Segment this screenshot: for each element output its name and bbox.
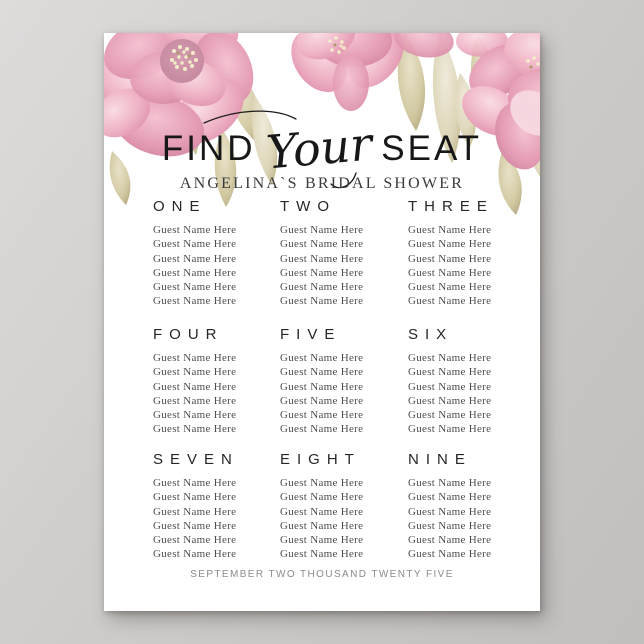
guest-name: Guest Name Here <box>280 519 364 532</box>
guest-name: Guest Name Here <box>280 366 364 379</box>
guest-name: Guest Name Here <box>408 477 492 489</box>
seating-chart-poster <box>104 33 540 611</box>
guest-name: Guest Name Here <box>408 491 492 504</box>
guest-name: Guest Name Here <box>153 266 237 279</box>
guest-list <box>408 476 523 562</box>
guest-name: Guest Name Here <box>408 548 492 561</box>
guest-name: Guest Name Here <box>280 252 364 265</box>
poster-title <box>104 116 540 180</box>
table-section <box>153 452 280 562</box>
table-name: FOUR <box>153 326 224 343</box>
guest-name: Guest Name Here <box>280 409 364 422</box>
guest-name: Guest Name Here <box>408 394 492 407</box>
guest-name: Guest Name Here <box>153 477 237 489</box>
guest-name: Guest Name Here <box>408 366 492 379</box>
guest-name: Guest Name Here <box>408 238 492 251</box>
guest-list <box>280 476 408 562</box>
guest-name: Guest Name Here <box>280 238 364 251</box>
table-section <box>280 199 408 327</box>
guest-name: Guest Name Here <box>153 295 237 308</box>
guest-list <box>408 351 523 437</box>
guest-name: Guest Name Here <box>280 491 364 504</box>
guest-list <box>408 223 523 309</box>
guest-name: Guest Name Here <box>408 505 492 518</box>
guest-name: Guest Name Here <box>280 477 364 489</box>
event-date: SEPTEMBER TWO THOUSAND TWENTY FIVE <box>190 569 454 580</box>
table-name: ONE <box>153 198 207 215</box>
guest-name: Guest Name Here <box>280 548 364 561</box>
table-name: FIVE <box>280 326 342 343</box>
guest-name: Guest Name Here <box>280 295 364 308</box>
table-name: NINE <box>408 451 472 468</box>
seating-grid <box>153 199 523 562</box>
guest-name: Guest Name Here <box>153 281 237 294</box>
guest-name: Guest Name Here <box>153 224 237 236</box>
guest-name: Guest Name Here <box>153 519 237 532</box>
table-section <box>408 327 523 452</box>
guest-name: Guest Name Here <box>153 548 237 561</box>
guest-name: Guest Name Here <box>408 519 492 532</box>
table-name: SIX <box>408 326 454 343</box>
guest-name: Guest Name Here <box>408 266 492 279</box>
guest-name: Guest Name Here <box>408 409 492 422</box>
event-subtitle: ANGELINA`S BRIDAL SHOWER <box>179 175 465 192</box>
guest-name: Guest Name Here <box>153 238 237 251</box>
table-section <box>153 199 280 327</box>
guest-name: Guest Name Here <box>280 281 364 294</box>
guest-name: Guest Name Here <box>408 224 492 236</box>
guest-name: Guest Name Here <box>280 352 364 364</box>
guest-name: Guest Name Here <box>408 423 492 436</box>
title-word-find: FIND <box>161 129 256 168</box>
guest-name: Guest Name Here <box>408 352 492 364</box>
table-name: TWO <box>280 198 336 215</box>
guest-list <box>153 476 280 562</box>
guest-name: Guest Name Here <box>280 423 364 436</box>
table-name: EIGHT <box>280 451 361 468</box>
guest-list <box>153 351 280 437</box>
guest-name: Guest Name Here <box>280 224 364 236</box>
table-section <box>280 452 408 562</box>
guest-name: Guest Name Here <box>408 380 492 393</box>
guest-name: Guest Name Here <box>280 380 364 393</box>
guest-name: Guest Name Here <box>153 505 237 518</box>
guest-name: Guest Name Here <box>153 409 237 422</box>
table-section <box>280 327 408 452</box>
guest-list <box>280 351 408 437</box>
guest-name: Guest Name Here <box>153 380 237 393</box>
guest-name: Guest Name Here <box>408 252 492 265</box>
guest-name: Guest Name Here <box>153 252 237 265</box>
guest-name: Guest Name Here <box>280 394 364 407</box>
guest-name: Guest Name Here <box>153 491 237 504</box>
guest-name: Guest Name Here <box>280 266 364 279</box>
guest-name: Guest Name Here <box>280 505 364 518</box>
title-word-your: Your <box>263 116 374 180</box>
table-section <box>408 452 523 562</box>
guest-name: Guest Name Here <box>280 534 364 547</box>
guest-name: Guest Name Here <box>153 423 237 436</box>
table-section <box>153 327 280 452</box>
guest-name: Guest Name Here <box>153 394 237 407</box>
table-name: THREE <box>408 198 494 215</box>
title-word-seat: SEAT <box>381 129 483 168</box>
guest-name: Guest Name Here <box>408 534 492 547</box>
guest-name: Guest Name Here <box>153 366 237 379</box>
guest-name: Guest Name Here <box>408 295 492 308</box>
table-section <box>408 199 523 327</box>
guest-name: Guest Name Here <box>408 281 492 294</box>
guest-list <box>280 223 408 309</box>
guest-name: Guest Name Here <box>153 352 237 364</box>
guest-name: Guest Name Here <box>153 534 237 547</box>
table-name: SEVEN <box>153 451 239 468</box>
guest-list <box>153 223 280 309</box>
